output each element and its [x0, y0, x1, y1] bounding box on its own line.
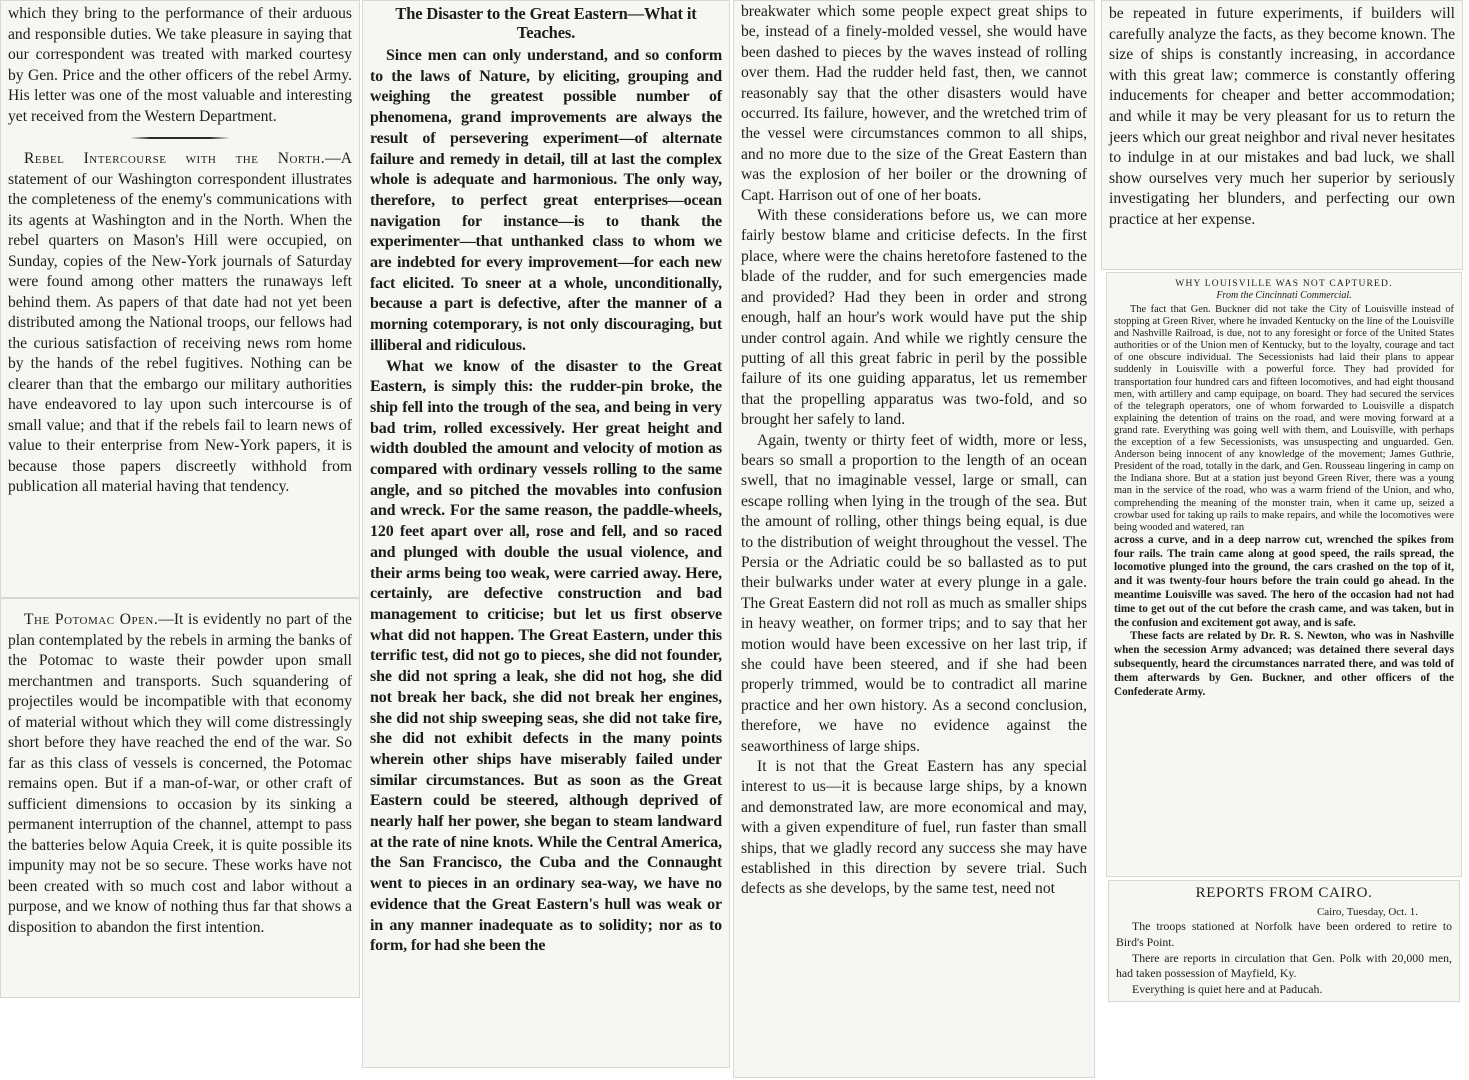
paragraph-louisville-3: These facts are related by Dr. R. S. Newton, who was in Nashville when the secession Army advanced; was detained there several days subsequently, heard the circumstances narrated there, and was told of them afterwards by Gen. Buckner, and other officers of the Confederate Army. [1114, 630, 1454, 698]
column-4-text [1109, 4, 1455, 231]
paragraph-width: Again, twenty or thirty feet of width, more or less, bears so small a proportion to the length of an ocean swell, that no imaginable vessel, large or small, can escape rolling when lying in the trough of the sea. But the amount of rolling, other things being equal, is due to the distribution of weight throughout the vessel. The Persia or the Adriatic could be so ballasted as to put their bulwarks under water at every plunge in a gale. The Great Eastern did not roll as much as smaller ships in heavy weather, on former trips; and to say that her motion would have been excessive on her last trip, if she could have been steered, and if she had been properly trimmed, would be to contradict all marine practice and her own history. As a second conclusion, therefore, we have no evidence against the seaworthiness of large ships. [741, 431, 1087, 755]
column-1-bottom-text [8, 610, 352, 938]
paragraph-heading: The Potomac Open. [24, 611, 159, 628]
paragraph-rebel-intercourse [8, 149, 352, 498]
cairo-headline: REPORTS FROM CAIRO. [1195, 885, 1373, 901]
louisville-headline: WHY LOUISVILLE WAS NOT CAPTURED. [1175, 279, 1393, 289]
column-2-text [370, 4, 722, 957]
column-2-clipping [362, 0, 730, 1068]
cairo-text [1116, 884, 1452, 998]
column-1-clipping [0, 0, 360, 598]
article-headline: The Disaster to the Great Eastern—What it Teaches. [395, 4, 697, 42]
column-3-text [741, 2, 1087, 900]
cairo-dateline: Cairo, Tuesday, Oct. 1. [1316, 906, 1418, 918]
paragraph-heading: Rebel Intercourse with the North. [24, 150, 326, 167]
paragraph-cairo-2: There are reports in circulation that Gen. Polk with 20,000 men, had taken possession of Mayfield, Ky. [1116, 950, 1452, 981]
paragraph-large-ships: It is not that the Great Eastern has any special interest to us—it is because large ships, by a known and demonstrated law, are more economical and may, with a given expenditure of fuel, run faster than small ships, that we gladly record any success she may have established in this direction by severe trial. Such defects as she develops, by the same test, need not [741, 758, 1087, 898]
paragraph-cairo-3: Everything is quiet here and at Paducah. [1132, 982, 1323, 997]
paragraph-considerations: With these considerations before us, we can more fairly bestow blame and criticise defects. In the first place, where were the chains heretofore fastened to the blade of the rudder, and for such emergencies made and provided? Had they been in order and strong enough, half an hour's work would have put the ship under control again. And while we rightly censure the putting of all this great fabric in peril by the possible failure of its one guiding apparatus, let us remember that the propelling apparatus was two-fold, and so brought her safely to land. [741, 207, 1087, 429]
section-divider [130, 134, 230, 142]
paragraph-correspondent: which they bring to the performance of their arduous and responsible duties. We take pleasure in saying that our correspondent was treated with marked courtesy by Gen. Price and the other officers of the rebel Army. His letter was one of the most valuable and interesting yet received from the Western Department. [8, 5, 352, 125]
cairo-clipping [1108, 880, 1460, 1002]
paragraph-breakwater: breakwater which some people expect great ships to be, instead of a finely-molded vessel, she would have been dashed to pieces by the waves instead of rolling over them. Had the rudder held fast, then, we cannot reasonably say that the other disasters would have occurred. Its failure, however, and the wretched trim of the vessel were circumstances common to all ships, and no more due to the size of the Great Eastern than was the explosion of her boiler or the drowning of Capt. Harrison out of one of her boats. [741, 3, 1087, 204]
louisville-source: From the Cincinnati Commercial. [1216, 290, 1352, 301]
paragraph-intro: Since men can only understand, and so conform to the laws of Nature, by eliciting, grouping and weighing the greatest possible number of phenomena, grand improvements are always the result of persevering experiment—of alternate failure and remedy in detail, till at last the complex whole is adequate and harmonious. The only way, therefore, to perfect great enterprises—ocean navigation for instance—is to thank the experimenter—that unthanked class to whom we are indebted for every improvement—for each new fact elicited. To sneer at a whole, unconditionally, because a part is defective, after the manner of a morning cotemporary, is not only discouraging, but illiberal and ridiculous. [370, 47, 722, 354]
paragraph-body: —A statement of our Washington correspondent illustrates the completeness of the enemy's communications with its agents at Washington and in the North. When the rebel quarters on Mason's Hill were occupied, on Sunday, copies of the New-York journals of Saturday were found among other matters the runaways left behind them. As papers of that date had not yet been distributed among the National troops, our fellows had the curious satisfaction of receiving news rom home by the hands of the rebel fugitives. Nothing can be clearer than that the embargo our military authorities have endeavored to lay upon such intercourse is of small value; and that if the rebels fail to learn news of value to their enterprise from New-York papers, it is because those papers discreetly withhold from publication all material having that tendency. [8, 150, 352, 495]
column-3-clipping [733, 0, 1095, 1078]
column-1-bottom-clipping [0, 598, 360, 998]
paragraph-louisville-2: across a curve, and in a deep narrow cut, wrenched the spikes from four rails. The train came along at good speed, the rails spread, the locomotive plunged into the ground, the cars crashed on the top of it, and it was twenty-four hours before the train could go ahead. In the meantime Louisville was saved. The hero of the occasion had not had time to get out of the cut before the crash came, and was taken, but in the confusion and excitement got away, and is safe. [1114, 533, 1454, 629]
paragraph-body: —It is evidently no part of the plan contemplated by the rebels in arming the banks of the Potomac to waste their powder upon small merchantmen and transports. Such squandering of projectiles would be incompatible with that economy of material without which they will come distressingly short before they have reached the end of the war. So far as this class of vessels is concerned, the Potomac remains open. But if a man-of-war, or other craft of sufficient dimensions to occasion by its sinking a permanent interruption of the channel, attempt to pass the batteries below Aquia Creek, it is quite possible its impunity may not be so secure. These works have not been created with so much cost and labor without a purpose, and we know of nothing thus far that shows a disposition to abandon the first intention. [8, 611, 352, 936]
column-1-text [8, 4, 352, 498]
paragraph-cairo-1: The troops stationed at Norfolk have been ordered to retire to Bird's Point. [1116, 919, 1452, 949]
column-4-clipping [1101, 0, 1463, 270]
paragraph-disaster: What we know of the disaster to the Great Eastern, is simply this: the rudder-pin broke, the ship fell into the trough of the sea, and being in very bad trim, rolled excessively. Her great height and width doubled the amount and velocity of motion as compared with ordinary vessels rolling to the same angle, and so pitched the movables into confusion and wreck. For the same reason, the paddle-wheels, 120 feet apart over all, rose and fell, and so raced and plunged with double the usual violence, and their arms being too weak, were carried away. Here, certainly, are defective construction and bad management to criticise; but let us first observe what did not happen. The Great Eastern, under this terrific test, did not go to pieces, she did not founder, she did not spring a leak, she did not hog, she did not break her back, she did not break her engines, she did not ship sweeping seas, she did not take fire, she did not exhibit defects in the many points wherein other ships have miserably failed under similar circumstances. But as soon as the Great Eastern could be steered, although deprived of nearly half her power, she began to steam landward at the rate of nine knots. While the Central America, the San Francisco, the Cuba and the Connaught went to pieces in an ordinary sea-way, we have no evidence that the Great Eastern's hull was weak or in any manner inadequate as to solidity; nor as to form, for had she been the [370, 357, 722, 955]
louisville-text [1114, 278, 1454, 699]
paragraph-potomac-open [8, 610, 352, 938]
paragraph-future-experiments: be repeated in future experiments, if builders will carefully analyze the facts, as they become known. The size of ships is constantly increasing, in accordance with this great law; commerce is constantly offering inducements for cheaper and better accommodation; and while it may be very pleasant for us to return the jeers which our great neighbor and rival never hesitates to indulge in at our mistakes and bad luck, we shall show ourselves very much her superior by seriously investigating her blunders, and perfecting our own practice at her expense. [1109, 5, 1455, 228]
paragraph-louisville-1: The fact that Gen. Buckner did not take the City of Louisville instead of stopping at Green River, where he invaded Kentucky on the line of the Louisville and Nashville Railroad, is due, not to any foresight or force of the United States authorities or of the Union men of Kentucky, but to the loyalty, courage and tact of one obscure individual. The Secessionists had laid their plans to appear suddenly in Louisville with a powerful force. They had provided for transportation four hundred cars and fifteen locomotives, and had eight thousand men, with artillery and camp equipage, on board. They had secured the services of the telegraph operators, one of whom forwarded to Louisville a dispatch explaining the detention of trains on the road, and were moving forward at a grand rate. Everything was going well with them, and Louisville, with perhaps the exception of a few Secessionists, was unsuspecting and unguarded. Gen. Anderson being innocent of any knowledge of the movement; James Guthrie, President of the road, totally in the dark, and Gen. Rousseau lingering in camp on the Indiana shore. But at a station just beyond Green River, there was a young man in the service of the road, who was a warm friend of the Union, and who, comprehending the meaning of the monster train, when it came up, seized a crowbar used for taking up rails to make repairs, and while the locomotives were being wooded and watered, ran [1114, 304, 1454, 533]
louisville-clipping [1106, 272, 1462, 877]
